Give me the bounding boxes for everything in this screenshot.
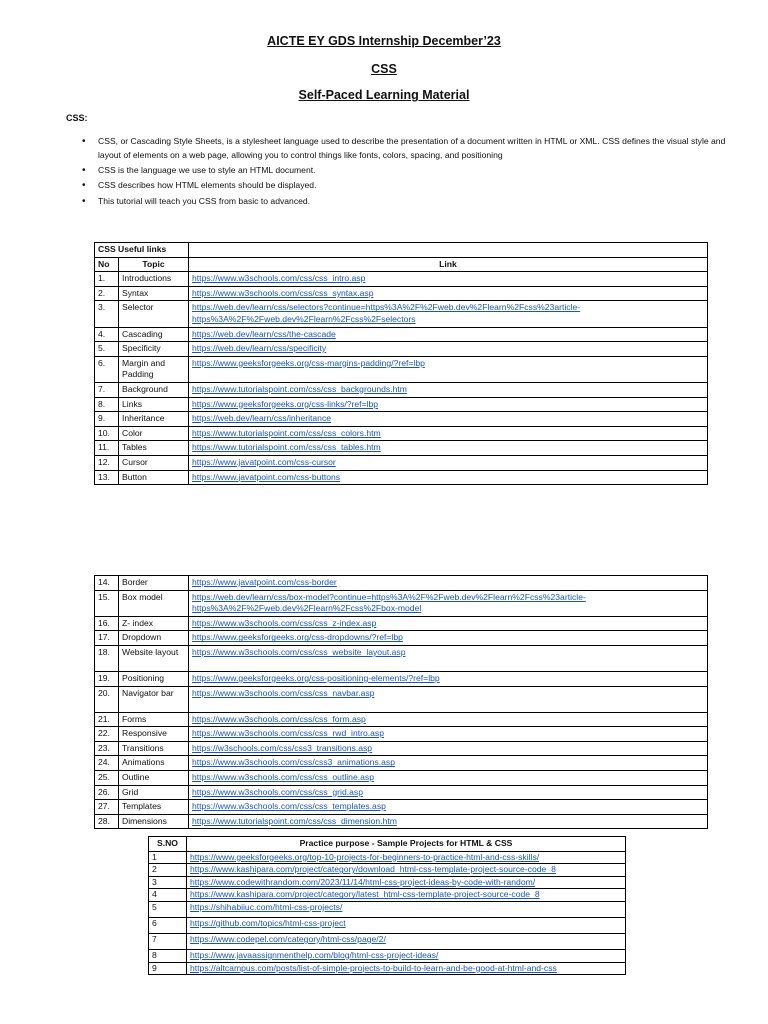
row-link-cell [189,631,708,646]
row-topic: Links [119,397,189,412]
css-links-table-continued-body [95,576,708,829]
table-row [95,671,708,686]
table-row [95,272,708,287]
row-link-cell [187,901,626,917]
row-number: 1. [95,272,119,287]
row-link-cell [189,645,708,671]
row-link[interactable]: https://www.tutorialspoint.com/css/css_dimension.htm [192,815,397,826]
document-subtitle: CSS [371,62,397,76]
row-link-cell [189,382,708,397]
row-link[interactable]: https://web.dev/learn/css/specificity [192,343,327,354]
row-link[interactable]: https://www.javatpoint.com/css-cursor [192,456,336,467]
row-topic: Syntax [119,286,189,301]
row-link[interactable]: https://web.dev/learn/css/selectors?continue=https%3A%2F%2Fweb.dev%2Flearn%2Fcss%23article-https%3A%2F%2Fweb.dev%2Flearn%2Fcss%2Fselectors [192,302,581,324]
row-number: 9. [95,412,119,427]
bullet-item: • This tutorial will teach you CSS from basic to advanced. [80,195,740,209]
row-link-cell [189,671,708,686]
intro-bullet-list [80,135,740,210]
table-row [95,342,708,357]
row-link-cell [187,876,626,889]
column-header-sno: S.NO [149,837,187,852]
row-sno: 7 [149,933,187,949]
row-link[interactable]: https://www.w3schools.com/css/css_navbar.asp [192,687,375,698]
css-links-table-continued [94,575,708,829]
table-row [95,770,708,785]
row-number: 23. [95,741,119,756]
row-sno: 8 [149,949,187,962]
table-row [95,590,708,616]
row-number: 7. [95,382,119,397]
row-link-cell [189,800,708,815]
row-link[interactable]: https://www.geeksforgeeks.org/css-dropdowns/?ref=lbp [192,632,403,643]
row-number: 22. [95,727,119,742]
table-row [149,851,626,864]
row-topic: Selector [119,301,189,327]
row-topic: Animations [119,756,189,771]
row-sno: 4 [149,889,187,902]
table-row [95,814,708,829]
row-number: 21. [95,712,119,727]
row-link[interactable]: https://www.tutorialspoint.com/css/css_backgrounds.htm [192,383,407,394]
table-row [95,800,708,815]
row-link-cell [187,864,626,877]
row-link-cell [187,949,626,962]
row-link[interactable]: https://www.w3schools.com/css/css_z-index.asp [192,617,377,628]
row-number: 14. [95,576,119,591]
project-link[interactable]: https://github.com/topics/html-css-project [190,917,346,928]
row-link[interactable]: https://web.dev/learn/css/the-cascade [192,328,336,339]
row-number: 24. [95,756,119,771]
table-row [95,382,708,397]
row-link[interactable]: https://www.w3schools.com/css/css_syntax.asp [192,287,374,298]
row-number: 26. [95,785,119,800]
row-topic: Templates [119,800,189,815]
row-link-cell [189,590,708,616]
row-topic: Button [119,470,189,485]
row-sno: 6 [149,917,187,933]
row-link-cell [187,917,626,933]
row-number: 15. [95,590,119,616]
row-topic: Navigator bar [119,686,189,712]
row-number: 11. [95,441,119,456]
row-sno: 1 [149,851,187,864]
row-link[interactable]: https://web.dev/learn/css/inheritance [192,413,332,424]
row-link-cell [189,356,708,382]
row-sno: 2 [149,864,187,877]
row-topic: Introductions [119,272,189,287]
row-link[interactable]: https://www.tutorialspoint.com/css/css_tables.htm [192,442,381,453]
row-topic: Tables [119,441,189,456]
row-topic: Inheritance [119,412,189,427]
row-number: 19. [95,671,119,686]
row-link[interactable]: https://w3schools.com/css/css3_transitions.asp [192,742,373,753]
row-topic: Dimensions [119,814,189,829]
row-link-cell [187,962,626,975]
table-row [95,712,708,727]
row-number: 3. [95,301,119,327]
css-links-table-body [95,272,708,485]
row-link[interactable]: https://www.w3schools.com/css/css_form.asp [192,713,366,724]
row-link[interactable]: https://www.geeksforgeeks.org/css-links/?ref=lbp [192,398,379,409]
project-link[interactable]: https://www.geeksforgeeks.org/top-10-projects-for-beginners-to-practice-html-and-css-skills/ [190,851,540,862]
project-link[interactable]: https://shihabiiuc.com/html-css-projects/ [190,901,343,912]
table-row [95,576,708,591]
row-number: 10. [95,426,119,441]
row-link-cell [189,741,708,756]
row-link-cell [189,686,708,712]
row-link[interactable]: https://www.w3schools.com/css/css_templates.asp [192,801,386,812]
row-link[interactable]: https://www.javatpoint.com/css-buttons [192,471,341,482]
row-number: 16. [95,616,119,631]
row-link[interactable]: https://www.geeksforgeeks.org/css-margins-padding/?ref=lbp [192,357,425,368]
bullet-item: • CSS describes how HTML elements should be displayed. [80,179,740,193]
project-link[interactable]: https://www.codepel.com/category/html-css/page/2/ [190,933,386,944]
table-row [95,426,708,441]
row-link-cell [189,455,708,470]
sample-projects-table [148,836,626,975]
row-number: 28. [95,814,119,829]
row-link[interactable]: https://web.dev/learn/css/box-model?continue=https%3A%2F%2Fweb.dev%2Flearn%2Fcss%23article-https%3A%2F%2Fweb.dev%2Flearn%2Fcss%2Fbox-model [192,591,586,614]
row-number: 17. [95,631,119,646]
row-topic: Margin and Padding [119,356,189,382]
row-link-cell [189,785,708,800]
row-link-cell [189,727,708,742]
css-links-table [94,242,708,485]
row-topic: Color [119,426,189,441]
table-row [95,441,708,456]
document-subtitle-2: Self-Paced Learning Material [298,88,470,102]
section-label: CSS: [66,113,88,123]
row-link[interactable]: https://www.geeksforgeeks.org/css-positioning-elements/?ref=lbp [192,672,440,683]
row-sno: 5 [149,901,187,917]
table-row [95,356,708,382]
row-link-cell [187,851,626,864]
row-link-cell [189,342,708,357]
row-link-cell [189,576,708,591]
table-row [95,301,708,327]
row-link[interactable]: https://www.w3schools.com/css/css_website_layout.asp [192,646,406,657]
row-topic: Specificity [119,342,189,357]
row-link-cell [187,889,626,902]
table-row [95,631,708,646]
table-row [95,756,708,771]
row-link[interactable]: https://www.w3schools.com/css/css_intro.asp [192,273,366,284]
row-link-cell [189,470,708,485]
row-topic: Background [119,382,189,397]
row-link-cell [189,712,708,727]
row-topic: Positioning [119,671,189,686]
project-link[interactable]: https://www.kashipara.com/project/category/latest_html-css-template-project-source-code_8 [190,889,540,900]
project-link[interactable]: https://www.kashipara.com/project/category/download_html-css-template-project-source-code_8 [190,864,556,875]
table-row [149,876,626,889]
row-link-cell [189,770,708,785]
table-row [95,686,708,712]
row-topic: Transitions [119,741,189,756]
sample-projects-table-body [149,851,626,975]
table-row [95,470,708,485]
row-number: 13. [95,470,119,485]
row-number: 8. [95,397,119,412]
row-topic: Responsive [119,727,189,742]
row-number: 2. [95,286,119,301]
row-topic: Outline [119,770,189,785]
row-link-cell [189,441,708,456]
table-row [95,727,708,742]
row-link[interactable]: https://www.w3schools.com/css/css3_animations.asp [192,757,395,768]
table-row [149,917,626,933]
row-link-cell [189,616,708,631]
bullet-item: • CSS is the language we use to style an HTML document. [80,164,740,178]
row-number: 18. [95,645,119,671]
table-row [95,286,708,301]
row-link-cell [189,814,708,829]
project-link[interactable]: https://www.javaassignmenthelp.com/blog/html-css-project-ideas/ [190,949,439,960]
row-topic: Grid [119,785,189,800]
row-link-cell [189,301,708,327]
bullet-item: • CSS, or Cascading Style Sheets, is a stylesheet language used to describe the presentation of a document written in HTML or XML. CSS defines the visual style and layout of elements on a web page, allowing you to control things like fonts, colors, spacing, and positioning [80,135,740,163]
row-topic: Forms [119,712,189,727]
row-link-cell [189,272,708,287]
row-number: 25. [95,770,119,785]
table-row [149,933,626,949]
row-sno: 3 [149,876,187,889]
table-row [149,901,626,917]
row-link[interactable]: https://www.tutorialspoint.com/css/css_colors.htm [192,427,381,438]
table-row [95,397,708,412]
row-number: 27. [95,800,119,815]
row-link-cell [189,426,708,441]
table-row [95,785,708,800]
row-number: 4. [95,327,119,342]
row-topic: Dropdown [119,631,189,646]
row-topic: Cursor [119,455,189,470]
table-row [149,864,626,877]
table-caption-filler [189,243,708,258]
table-row [149,889,626,902]
row-link-cell [189,412,708,427]
document-title: AICTE EY GDS Internship December’23 [267,34,501,48]
row-link-cell [189,286,708,301]
table-row [149,962,626,975]
row-link[interactable]: https://www.w3schools.com/css/css_rwd_intro.asp [192,728,384,739]
row-link-cell [189,397,708,412]
row-topic: Box model [119,590,189,616]
row-topic: Z- index [119,616,189,631]
column-header-topic: Topic [119,257,189,272]
row-topic: Border [119,576,189,591]
table-row [95,327,708,342]
table-caption: CSS Useful links [95,243,189,258]
row-topic: Website layout [119,645,189,671]
row-number: 6. [95,356,119,382]
column-header-no: No [95,257,119,272]
table-row [95,616,708,631]
column-header-projects: Practice purpose - Sample Projects for HTML & CSS [187,837,626,852]
table-row [95,455,708,470]
row-link[interactable]: https://www.w3schools.com/css/css_grid.asp [192,786,363,797]
column-header-link: Link [189,257,708,272]
table-row [149,949,626,962]
row-number: 20. [95,686,119,712]
row-sno: 9 [149,962,187,975]
row-topic: Cascading [119,327,189,342]
row-number: 12. [95,455,119,470]
row-link-cell [187,933,626,949]
row-link[interactable]: https://www.javatpoint.com/css-border [192,577,337,587]
row-link[interactable]: https://www.w3schools.com/css/css_outline.asp [192,771,374,782]
row-link-cell [189,327,708,342]
project-link[interactable]: https://altcampus.com/posts/list-of-simple-projects-to-build-to-learn-and-be-good-at-html-and-css [190,962,557,973]
table-row [95,645,708,671]
project-link[interactable]: https://www.codewithrandom.com/2023/11/14/html-css-project-ideas-by-code-with-random/ [190,876,536,887]
table-row [95,412,708,427]
row-link-cell [189,756,708,771]
row-number: 5. [95,342,119,357]
table-row [95,741,708,756]
